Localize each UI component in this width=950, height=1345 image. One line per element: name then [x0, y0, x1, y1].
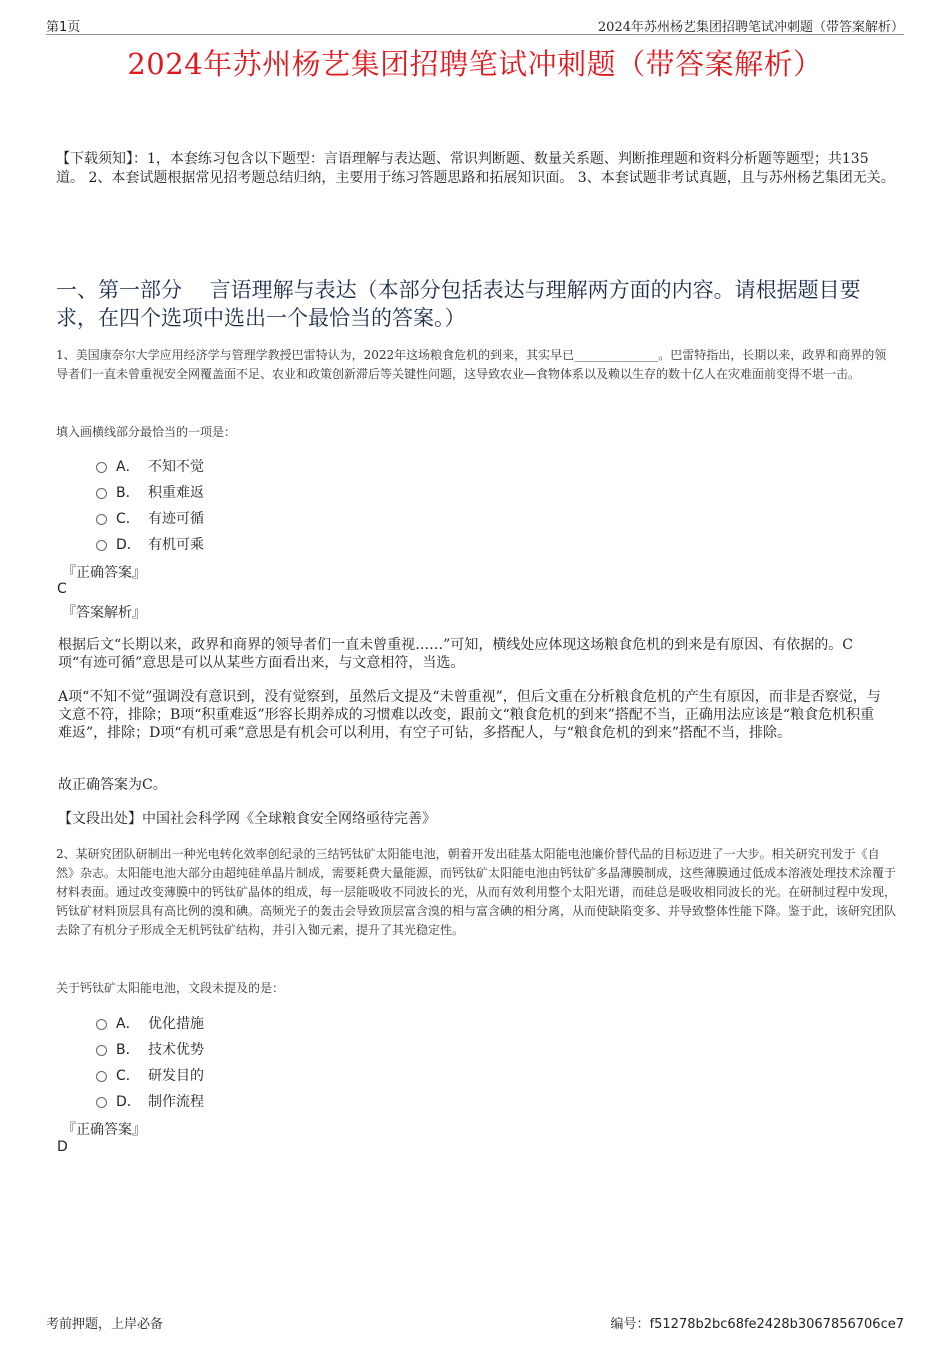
option-b[interactable]: B． 技术优势: [96, 1036, 204, 1062]
option-c[interactable]: C． 研发目的: [96, 1062, 204, 1088]
analysis-paragraph-1: 根据后文“长期以来，政界和商界的领导者们一直未曾重视……”可知，横线处应体现这场粮食危机的到来是有原因、有依据的。C项“有迹可循”意思是可以从某些方面看出来，与文意相符，当选。: [58, 637, 854, 671]
source-citation: 【文段出处】中国社会科学网《全球粮食安全网络亟待完善》: [58, 811, 436, 827]
radio-icon[interactable]: [96, 540, 107, 551]
question-2-prompt: 关于钙钛矿太阳能电池，文段未提及的是：: [56, 981, 285, 995]
footer-slogan: 考前押题，上岸必备: [46, 1317, 164, 1332]
option-a[interactable]: A． 优化措施: [96, 1010, 204, 1036]
radio-icon[interactable]: [96, 488, 107, 499]
option-d[interactable]: D． 有机可乘: [96, 531, 204, 557]
radio-icon[interactable]: [96, 1071, 107, 1082]
question-1-text: 1、美国康奈尔大学应用经济学与管理学教授巴雷特认为，2022年这场粮食危机的到来，其实早已______________。巴雷特指出，长期以来，政界和商界的领导者们一直未曾重视安全网覆盖面不足、农业和政策创新滞后等关键性问题，这导致农业—食物体系以及赖以生存的数十亿人在灾难面前变得不堪一击。: [56, 348, 887, 381]
radio-icon[interactable]: [96, 462, 107, 473]
option-c[interactable]: C． 有迹可循: [96, 505, 204, 531]
document-title: 2024年苏州杨艺集团招聘笔试冲刺题（带答案解析）: [127, 47, 823, 81]
page-number: 第1页: [46, 20, 81, 35]
header-doc-title: 2024年苏州杨艺集团招聘笔试冲刺题（带答案解析）: [597, 20, 904, 35]
radio-icon[interactable]: [96, 1097, 107, 1108]
radio-icon[interactable]: [96, 1045, 107, 1056]
question-2-text: 2、某研究团队研制出一种光电转化效率创纪录的三结钙钛矿太阳能电池，朝着开发出硅基太阳能电池廉价替代品的目标迈进了一大步。相关研究刊发于《自然》杂志。太阳能电池大部分由超纯硅单晶片制成，需要耗费大量能源，而钙钛矿太阳能电池由钙钛矿多晶薄膜制成，这些薄膜通过低成本溶液处理技术涂覆于材料表面。通过改变薄膜中的钙钛矿晶体的组成，每一层能吸收不同波长的光，从而有效利用整个太阳光谱，而硅总是吸收相同波长的光。在研制过程中发现，钙钛矿材料顶层具有高比例的溴和碘。高频光子的轰击会导致顶层富含溴的相与富含碘的相分离，从而使缺陷变多、并导致整体性能下降。鉴于此，该研究团队去除了有机分子形成全无机钙钛矿结构，并引入铷元素，提升了其光稳定性。: [56, 847, 897, 937]
footer-code: 编号：f51278b2bc68fe2428b3067856706ce7: [610, 1317, 904, 1332]
answer-blank: ______________: [574, 348, 659, 362]
analysis-paragraph-3: 故正确答案为C。: [58, 777, 167, 793]
option-a[interactable]: A． 不知不觉: [96, 453, 204, 479]
section-title: 一、第一部分 言语理解与表达（本部分包括表达与理解两方面的内容。请根据题目要求，在四个选项中选出一个最恰当的答案。）: [56, 278, 861, 330]
option-b[interactable]: B． 积重难返: [96, 479, 204, 505]
option-d[interactable]: D． 制作流程: [96, 1088, 204, 1114]
download-notice: 【下载须知】：1，本套练习包含以下题型：言语理解与表达题、常识判断题、数量关系题、判断推理题和资料分析题等题型；共135道。 2、本套试题根据常见招考题总结归纳，主要用于练习答题思路和拓展知识面。 3、本套试题非考试真题，且与苏州杨艺集团无关。: [56, 151, 895, 186]
analysis-paragraph-2: A项“不知不觉”强调没有意识到，没有觉察到，虽然后文提及“未曾重视”，但后文重在分析粮食危机的产生有原因，而非是否察觉，与文意不符，排除；B项“积重难返”形容长期养成的习惯难以改变，跟前文“粮食危机的到来”搭配不当，正确用法应该是“粮食危机积重难返”，排除；D项“有机可乘”意思是有机会可以利用，有空子可钻，多搭配人，与“粮食危机的到来”搭配不当，排除。: [58, 689, 881, 741]
question-2-options: [96, 1010, 204, 1114]
question-1-options: [96, 453, 204, 557]
analysis-label: 『答案解析』: [62, 605, 146, 621]
correct-answer: C: [57, 581, 67, 597]
correct-answer-label: 『正确答案』: [62, 565, 146, 581]
question-1-prompt: 填入画横线部分最恰当的一项是：: [56, 425, 237, 439]
correct-answer-label: 『正确答案』: [62, 1122, 146, 1138]
correct-answer: D: [57, 1139, 68, 1155]
radio-icon[interactable]: [96, 514, 107, 525]
page-header: [46, 14, 904, 35]
radio-icon[interactable]: [96, 1019, 107, 1030]
